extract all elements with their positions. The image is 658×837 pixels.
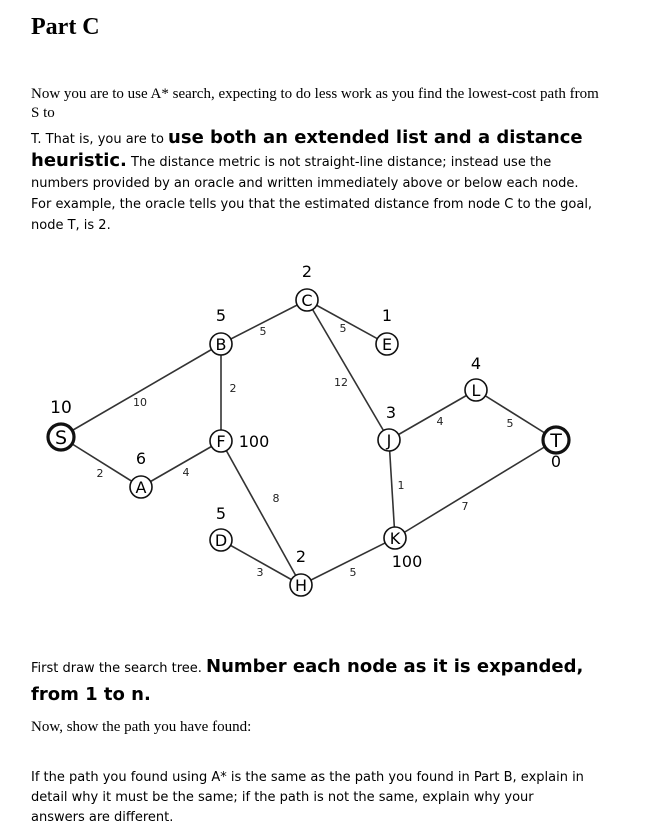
edge-j-k xyxy=(389,440,395,538)
node-s xyxy=(48,398,74,450)
edge-cost-b-f: 2 xyxy=(229,382,237,395)
graph-edge-labels xyxy=(97,322,514,579)
edge-cost-j-k: 1 xyxy=(397,479,405,492)
node-a xyxy=(130,449,152,498)
edge-cost-l-t: 5 xyxy=(506,417,514,430)
node-label-f: F xyxy=(216,432,226,451)
edge-c-j xyxy=(307,300,389,440)
page-title: Part C xyxy=(31,14,100,40)
graph-edges xyxy=(61,300,556,585)
node-label-l: L xyxy=(471,381,481,400)
node-label-d: D xyxy=(214,531,228,550)
node-label-h: H xyxy=(294,576,308,595)
node-label-s: S xyxy=(54,427,68,449)
intro-paragraph: Now you are to use A* search, expecting to do less work as you find the lowest-cost path from S to xyxy=(31,86,599,121)
node-heuristic-j: 3 xyxy=(385,403,397,422)
node-heuristic-c: 2 xyxy=(301,262,313,281)
node-heuristic-a: 6 xyxy=(135,449,147,468)
intro-explanation: The distance metric is not straight-line distance; instead use the numbers provided by an oracle and written immediately above or below each node. For example, the oracle tells you that the estimated distance from node C to the goal, node T, is 2. xyxy=(31,155,593,233)
node-b xyxy=(210,306,232,355)
node-label-k: K xyxy=(389,529,401,548)
node-c xyxy=(296,262,318,311)
edge-a-f xyxy=(141,441,221,487)
intro-details xyxy=(31,127,601,236)
edge-cost-d-h: 3 xyxy=(256,566,264,579)
edge-k-t xyxy=(395,440,556,538)
intro-lead-text: T. That is, you are to xyxy=(31,132,169,147)
node-label-t: T xyxy=(550,430,562,452)
node-label-e: E xyxy=(381,335,393,354)
edge-cost-f-h: 8 xyxy=(272,492,280,505)
intro-emphasis: use both an extended list and a distance heuristic. xyxy=(31,127,583,171)
node-label-b: B xyxy=(215,335,227,354)
node-t xyxy=(543,427,569,471)
node-heuristic-b: 5 xyxy=(215,306,227,325)
edge-s-b xyxy=(61,344,221,437)
edge-cost-k-t: 7 xyxy=(461,500,469,513)
edge-cost-a-f: 4 xyxy=(182,466,190,479)
edge-cost-s-a: 2 xyxy=(96,467,104,480)
edge-cost-c-j: 12 xyxy=(334,376,348,389)
edge-j-l xyxy=(389,390,476,440)
graph-nodes xyxy=(48,262,569,596)
node-f xyxy=(210,430,269,452)
instructions-emphasis: Number each node as it is expanded, from 1 to n. xyxy=(31,656,584,705)
edge-cost-j-l: 4 xyxy=(436,415,444,428)
node-label-c: C xyxy=(301,291,313,310)
node-heuristic-k: 100 xyxy=(391,552,423,571)
node-heuristic-d: 5 xyxy=(215,504,227,523)
node-heuristic-e: 1 xyxy=(381,306,393,325)
node-heuristic-f: 100 xyxy=(238,432,270,451)
instructions-lead: First draw the search tree. xyxy=(31,661,207,676)
node-heuristic-s: 10 xyxy=(50,398,72,418)
final-question: If the path you found using A* is the same as the path you found in Part B, explain in detail why it must be the same; if the path is not the same, explain why your answers are different. xyxy=(31,770,584,825)
node-heuristic-t: 0 xyxy=(550,452,562,471)
node-label-j: J xyxy=(386,431,392,450)
edge-cost-c-e: 5 xyxy=(339,322,347,335)
node-heuristic-l: 4 xyxy=(470,354,482,373)
edge-h-k xyxy=(301,538,395,585)
search-graph xyxy=(40,262,600,612)
node-d xyxy=(210,504,232,551)
node-l xyxy=(465,354,487,401)
edge-cost-h-k: 5 xyxy=(349,566,357,579)
edge-cost-s-b: 10 xyxy=(133,396,147,409)
instructions xyxy=(31,654,601,710)
node-k xyxy=(384,527,422,571)
edge-cost-b-c: 5 xyxy=(259,325,267,338)
node-label-a: A xyxy=(135,478,147,497)
node-e xyxy=(376,306,398,355)
path-prompt: Now, show the path you have found: xyxy=(31,719,252,735)
node-heuristic-h: 2 xyxy=(295,547,307,566)
